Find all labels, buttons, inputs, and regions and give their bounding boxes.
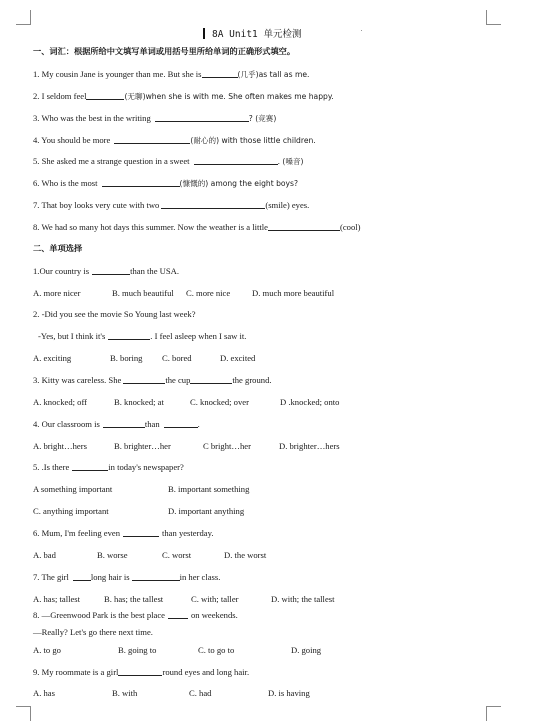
vocab-question-8 (33, 222, 361, 233)
answer-blank[interactable] (92, 266, 130, 275)
option-d[interactable]: D. going (291, 645, 322, 655)
mc-question-2: 2. -Did you see the movie So Young last week? (33, 309, 196, 319)
q-text: than yesterday. (162, 528, 214, 538)
vocab-question-4 (33, 135, 316, 146)
option-a[interactable]: A. more nicer (33, 288, 81, 298)
option-a[interactable]: A. bad (33, 550, 56, 560)
option-c[interactable]: C. had (189, 688, 212, 698)
q-text: 5. She asked me a strange question in a sweet (33, 156, 190, 166)
q-text: the ground. (232, 375, 272, 385)
answer-blank[interactable] (268, 222, 340, 231)
answer-blank[interactable] (123, 375, 165, 384)
answer-blank[interactable] (202, 69, 238, 78)
q-text: in her class. (179, 572, 221, 582)
q-text: 1.Our country is (33, 266, 90, 276)
crop-mark-top-left (16, 10, 31, 25)
page-title (203, 26, 301, 40)
q-text: 9. My roommate is a girl (33, 667, 119, 677)
option-b[interactable]: B. much beautiful (112, 288, 174, 298)
answer-blank[interactable] (168, 610, 188, 619)
q-text: (慷慨的) among the eight boys? (179, 179, 299, 188)
answer-blank[interactable] (73, 572, 91, 581)
mc-question-6 (33, 528, 213, 539)
option-c[interactable]: C. knocked; over (190, 397, 249, 407)
q-text: 3. Kitty was careless. She (33, 375, 122, 385)
crop-mark-bottom-right (486, 706, 501, 721)
option-d[interactable]: D. brighter…hers (279, 441, 340, 451)
q-text: 5. .Is there (33, 462, 70, 472)
answer-blank[interactable] (123, 528, 159, 537)
option-b[interactable]: B. has; the tallest (104, 594, 164, 604)
option-c[interactable]: C. with; taller (191, 594, 239, 604)
mc-question-8 (33, 610, 238, 621)
answer-blank[interactable] (86, 91, 124, 100)
option-b[interactable]: B. worse (97, 550, 128, 560)
section1-heading: 一、词汇：根据所给中文填写单词或用括号里所给单词的正确形式填空。 (33, 46, 296, 56)
answer-blank[interactable] (164, 419, 198, 428)
answer-blank[interactable] (155, 113, 249, 122)
answer-blank[interactable] (103, 419, 145, 428)
q-text: 4. You should be more (33, 135, 111, 145)
vocab-question-2 (33, 91, 334, 102)
page-title-text: 8A Unit1 单元检测 (212, 29, 302, 40)
section2-heading: 二、单项选择 (33, 243, 83, 253)
q-text: on weekends. (190, 610, 238, 620)
mc-question-5 (33, 462, 184, 473)
q-text: (cool) (339, 222, 361, 232)
option-c[interactable]: C. anything important (33, 506, 109, 516)
q-text: the cup (165, 375, 191, 385)
option-c[interactable]: C. more nice (186, 288, 231, 298)
option-d[interactable]: D. with; the tallest (271, 594, 335, 604)
answer-blank[interactable] (194, 156, 278, 165)
option-a[interactable]: A. bright…hers (33, 441, 87, 451)
option-d[interactable]: D .knocked; onto (280, 397, 340, 407)
answer-blank[interactable] (132, 572, 180, 581)
text-cursor (203, 28, 205, 39)
q-text: 2. I seldom feel (33, 91, 87, 101)
mc-question-8-reply: —Really? Let's go there next time. (33, 627, 153, 637)
option-b[interactable]: B. brighter…her (114, 441, 171, 451)
option-a[interactable]: A. has (33, 688, 55, 698)
mc-question-1 (33, 266, 179, 277)
q-text: than (144, 419, 160, 429)
vocab-question-5 (33, 156, 304, 167)
q-text: round eyes and long hair. (162, 667, 250, 677)
option-b[interactable]: B. knocked; at (114, 397, 164, 407)
q-text: (几乎)as tall as me. (237, 70, 310, 79)
q-text: 6. Mum, I'm feeling even (33, 528, 120, 538)
q-text: -Yes, but I think it's (38, 331, 106, 341)
q-text: (无聊)when she is with me. She often makes me happy. (124, 92, 334, 101)
q-text: 6. Who is the most (33, 178, 98, 188)
answer-blank[interactable] (118, 667, 162, 676)
q-text: than the USA. (130, 266, 180, 276)
q-text: 7. The girl (33, 572, 69, 582)
option-a[interactable]: A. has; tallest (33, 594, 81, 604)
answer-blank[interactable] (190, 375, 232, 384)
option-c[interactable]: C. to go to (198, 645, 235, 655)
option-d[interactable]: D. is having (268, 688, 310, 698)
option-b[interactable]: B. important something (168, 484, 250, 494)
option-c[interactable]: C. worst (162, 550, 192, 560)
mc-question-2-reply (38, 331, 246, 342)
vocab-question-1 (33, 69, 309, 80)
q-text: (smile) eyes. (265, 200, 310, 210)
vocab-question-7 (33, 200, 309, 211)
option-c[interactable]: C bright…her (203, 441, 251, 451)
q-text: long hair is (90, 572, 130, 582)
option-a[interactable]: A. exciting (33, 353, 72, 363)
crop-mark-top-right (486, 10, 501, 25)
q-text: 7. That boy looks very cute with two (33, 200, 160, 210)
q-text: (耐心的) with those little children. (190, 136, 316, 145)
q-text: 3. Who was the best in the writing (33, 113, 151, 123)
option-b[interactable]: B. with (112, 688, 138, 698)
mc-question-9 (33, 667, 249, 678)
option-b[interactable]: B. going to (118, 645, 157, 655)
option-a[interactable]: A. knocked; off (33, 397, 88, 407)
answer-blank[interactable] (114, 135, 190, 144)
q-text: in today's newspaper? (108, 462, 184, 472)
option-d[interactable]: D. important anything (168, 506, 245, 516)
answer-blank[interactable] (161, 200, 265, 209)
crop-mark-bottom-left (16, 706, 31, 721)
option-c[interactable]: C. bored (162, 353, 192, 363)
answer-blank[interactable] (102, 178, 180, 187)
q-text: 8. —Greenwood Park is the best place (33, 610, 165, 620)
option-a[interactable]: A. to go (33, 645, 61, 655)
mc-question-4 (33, 419, 200, 430)
option-a[interactable]: A something important (33, 484, 113, 494)
speck (361, 30, 362, 31)
q-text: ? (竞赛) (248, 114, 277, 123)
option-d[interactable]: D. excited (220, 353, 256, 363)
mc-question-3 (33, 375, 272, 386)
q-text: 8. We had so many hot days this summer. Now the weather is a little (33, 222, 268, 232)
q-text: . I feel asleep when I saw it. (150, 331, 247, 341)
answer-blank[interactable] (108, 331, 150, 340)
answer-blank[interactable] (72, 462, 108, 471)
q-text: . (嗓音) (277, 157, 304, 166)
option-d[interactable]: D. much more beautiful (252, 288, 335, 298)
q-text: 4. Our classroom is (33, 419, 100, 429)
option-b[interactable]: B. boring (110, 353, 143, 363)
q-text: . (197, 419, 200, 429)
vocab-question-6 (33, 178, 298, 189)
q-text: 1. My cousin Jane is younger than me. But she is (33, 69, 202, 79)
mc-question-7 (33, 572, 220, 583)
option-d[interactable]: D. the worst (224, 550, 267, 560)
vocab-question-3 (33, 113, 276, 124)
